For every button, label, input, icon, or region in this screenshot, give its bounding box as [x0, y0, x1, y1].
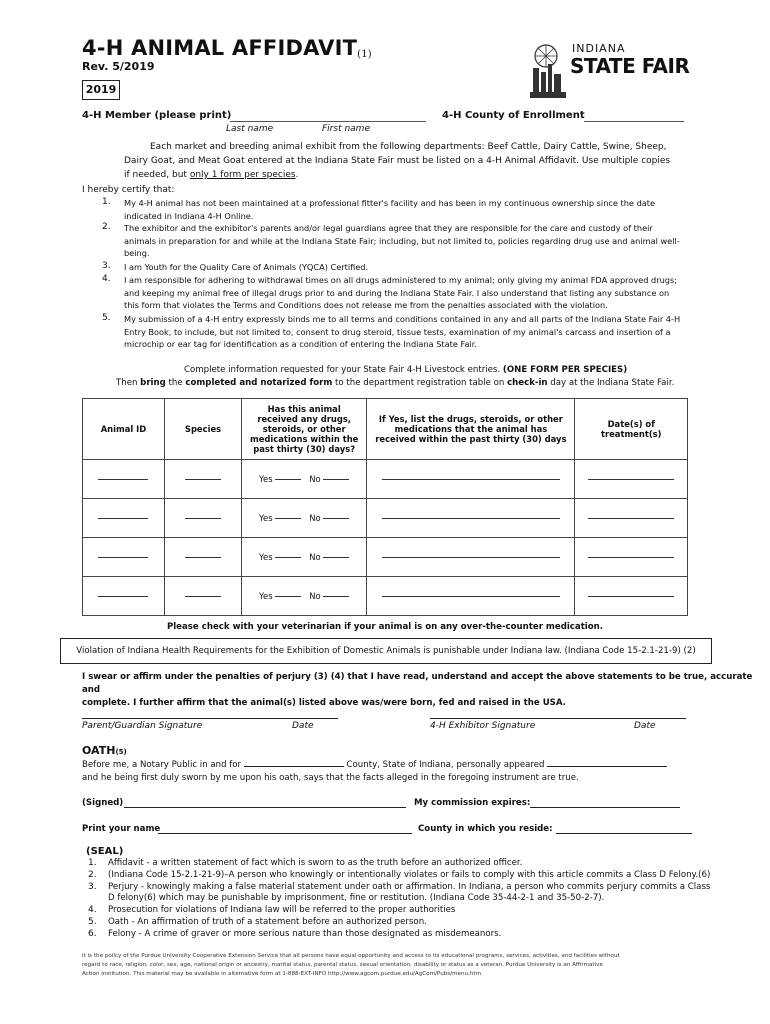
commission-label: My commission expires: [414, 798, 531, 808]
yes-label: Yes [259, 591, 273, 601]
county-reside-label: County in which you reside: [418, 824, 553, 834]
col-drug-list: If Yes, list the drugs, steroids, or other medications that the animal has received within the past thirty (30) days [367, 399, 575, 460]
yes-field[interactable] [275, 479, 301, 480]
exhibitor-date-label: Date [634, 721, 656, 731]
indiana-state-fair-logo [530, 42, 710, 102]
species-field[interactable] [185, 479, 221, 480]
treatment-date-field[interactable] [588, 596, 674, 597]
intro-line2: Dairy Goat, and Meat Goat entered at the Indiana State Fair must be listed on a 4-H Animal Affidavit. Use multiple copies [124, 156, 671, 166]
drug-list-field[interactable] [382, 557, 560, 558]
def-num: 6. [88, 929, 97, 939]
parent-signature-field[interactable] [82, 718, 338, 719]
yes-field[interactable] [275, 596, 301, 597]
member-name-field[interactable] [230, 121, 426, 122]
def-item: Felony - A crime of graver or more serious nature than those designated as misdemeanors. [108, 929, 502, 939]
parent-date-label: Date [292, 721, 314, 731]
medication-table [82, 398, 688, 616]
member-label: 4-H Member (please print) [82, 110, 232, 121]
revision-label: Rev. 5/2019 [82, 60, 155, 73]
county-field[interactable] [584, 121, 684, 122]
drug-list-field[interactable] [382, 518, 560, 519]
yes-label: Yes [259, 474, 273, 484]
col-treatment-dates: Date(s) of treatment(s) [575, 399, 688, 460]
oath-line1: Before me, a Notary Public in and for County, State of Indiana, personally appeared [82, 760, 667, 770]
certify-item: My submission of a 4-H entry expressly binds me to all terms and conditions contained in any and all parts of the Indiana State Fair 4-H Entry Book, to include, but not limited to, consent to drug steroid, tissue tests, examination of my animal's carcass and insertion of a microchip or ear tag for identification as a condition of entering the Indiana State Fair. [124, 314, 681, 349]
def-num: 4. [88, 905, 97, 915]
instructions-line1: Complete information requested for your State Fair 4-H Livestock entries. (ONE FORM PER SPECIES) [184, 365, 628, 375]
certify-num: 5. [102, 313, 111, 323]
animal-id-field[interactable] [98, 596, 148, 597]
def-num: 3. [88, 882, 97, 892]
def-num: 1. [88, 858, 97, 868]
notary-county-field[interactable] [244, 766, 344, 767]
vet-note: Please check with your veterinarian if your animal is on any over-the-counter medication. [166, 622, 604, 632]
no-field[interactable] [323, 557, 349, 558]
no-field[interactable] [323, 518, 349, 519]
exhibitor-signature-label: 4-H Exhibitor Signature [430, 721, 536, 731]
ferris-wheel-icon [530, 42, 570, 102]
def-num: 2. [88, 870, 97, 880]
footer-disclaimer: It is the policy of the Purdue University Cooperative Extension Service that all persons have equal opportunity and access to its educational programs, services, activities, and facilities without regard to race, religion, color, sex, age, national origin or ancestry, marital status, parental status, sexual orientation, disability or status as a veteran. Purdue University is an Affirmative Action institution. This material may be available in alternative form at 1-888-EXT-INFO http://www.agcom.purdue.edu/AgCom/Pubs/menu.htm [82, 953, 620, 977]
logo-state-fair: STATE FAIR [570, 54, 690, 78]
instructions-line2: Then bring the completed and notarized form to the department registration table on check-in day at the Indiana State Fair. [116, 378, 675, 388]
def-item: Prosecution for violations of Indiana law will be referred to the proper authorities [108, 905, 456, 915]
signed-field[interactable] [124, 807, 406, 808]
swear-line2: complete. I further affirm that the animal(s) listed above was/were born, fed and raised in the USA. [82, 698, 566, 708]
certify-item: I am responsible for adhering to withdrawal times on all drugs administered to my animal; only giving my animal FDA approved drugs; and keeping my animal free of illegal drugs prior to and during the Indiana State Fair. I also understand that listing any substance on this form that violates the Terms and Conditions does not release me from the penalties associated with the violation. [124, 275, 678, 310]
table-row [83, 577, 688, 616]
yes-field[interactable] [275, 518, 301, 519]
col-animal-id: Animal ID [83, 399, 165, 460]
county-label: 4-H County of Enrollment [442, 110, 585, 121]
violation-notice: Violation of Indiana Health Requirements for the Exhibition of Domestic Animals is punishable under Indiana law. (Indiana Code 15-2.1-21-9) (2) [60, 638, 712, 664]
treatment-date-field[interactable] [588, 479, 674, 480]
certify-num: 1. [102, 197, 111, 207]
animal-id-field[interactable] [98, 518, 148, 519]
no-field[interactable] [323, 479, 349, 480]
def-num: 5. [88, 917, 97, 927]
swear-line1: I swear or affirm under the penalties of perjury (3) (4) that I have read, understand and accept the above statements to be true, accurate and [82, 672, 753, 695]
treatment-date-field[interactable] [588, 518, 674, 519]
signed-label: (Signed) [82, 798, 124, 808]
intro-line1: Each market and breeding animal exhibit from the following departments: Beef Cattle, Dairy Cattle, Swine, Sheep, [150, 142, 667, 152]
animal-id-field[interactable] [98, 479, 148, 480]
def-item: (Indiana Code 15-2.1-21-9)–A person who knowingly or intentionally violates or fails to comply with this article commits a Class D Felony.(6) [108, 870, 711, 880]
treatment-date-field[interactable] [588, 557, 674, 558]
oath-line2: and he being first duly sworn by me upon his oath, says that the facts alleged in the foregoing instrument are true. [82, 773, 579, 783]
certify-num: 2. [102, 222, 111, 232]
species-field[interactable] [185, 596, 221, 597]
commission-field[interactable] [530, 807, 680, 808]
certify-item: I am Youth for the Quality Care of Animals (YQCA) Certified. [124, 262, 369, 272]
table-row [83, 538, 688, 577]
print-name-label: Print your name [82, 824, 161, 834]
no-label: No [309, 552, 321, 562]
swear-statement [82, 671, 770, 710]
no-label: No [309, 513, 321, 523]
drug-list-field[interactable] [382, 596, 560, 597]
drug-list-field[interactable] [382, 479, 560, 480]
no-field[interactable] [323, 596, 349, 597]
certify-item: My 4-H animal has not been maintained at a professional fitter's facility and has been in my continuous ownership since the date indicated in Indiana 4-H Online. [124, 198, 656, 221]
first-name-label: First name [322, 124, 370, 134]
seal-label: (SEAL) [86, 846, 124, 857]
no-label: No [309, 474, 321, 484]
exhibitor-signature-field[interactable] [430, 718, 686, 719]
year-box: 2019 [82, 80, 120, 100]
last-name-label: Last name [226, 124, 274, 134]
oath-heading: OATH(5) [82, 744, 127, 757]
logo-indiana: INDIANA [572, 42, 626, 55]
def-item: Oath - An affirmation of truth of a statement before an authorized person. [108, 917, 427, 927]
parent-signature-label: Parent/Guardian Signature [82, 721, 203, 731]
species-field[interactable] [185, 557, 221, 558]
species-field[interactable] [185, 518, 221, 519]
certify-num: 3. [102, 261, 111, 271]
intro-line3: if needed, but only 1 form per species. [124, 170, 299, 180]
col-species: Species [164, 399, 241, 460]
def-item: Perjury - knowingly making a false material statement under oath or affirmation. In Indiana, a person who commits perjury commits a Class D felony(6) which may be punishable by imprisonment, fine or restitution. (Indiana Code 35-44-2-1 and 35-50-2-7). [108, 882, 711, 903]
table-header-row [83, 399, 688, 460]
appeared-name-field[interactable] [547, 766, 667, 767]
yes-field[interactable] [275, 557, 301, 558]
no-label: No [309, 591, 321, 601]
form-title: 4-H ANIMAL AFFIDAVIT$^{(1)}$ [82, 36, 372, 60]
certify-item: The exhibitor and the exhibitor's parents and/or legal guardians agree that they are responsible for the care and custody of their animals in preparation for and while at the Indiana State Fair; including, but not limited to, policies regarding drug use and animal well-being. [124, 223, 680, 258]
certify-heading: I hereby certify that: [82, 185, 175, 195]
col-drugs-received: Has this animal received any drugs, steroids, or other medications within the past thirty (30) days? [242, 399, 367, 460]
print-name-field[interactable] [158, 833, 412, 834]
table-row [83, 460, 688, 499]
yes-label: Yes [259, 513, 273, 523]
county-reside-field[interactable] [556, 833, 692, 834]
yes-label: Yes [259, 552, 273, 562]
animal-id-field[interactable] [98, 557, 148, 558]
table-row [83, 499, 688, 538]
def-item: Affidavit - a written statement of fact which is sworn to as the truth before an authorized officer. [108, 858, 523, 868]
certify-num: 4. [102, 274, 111, 284]
